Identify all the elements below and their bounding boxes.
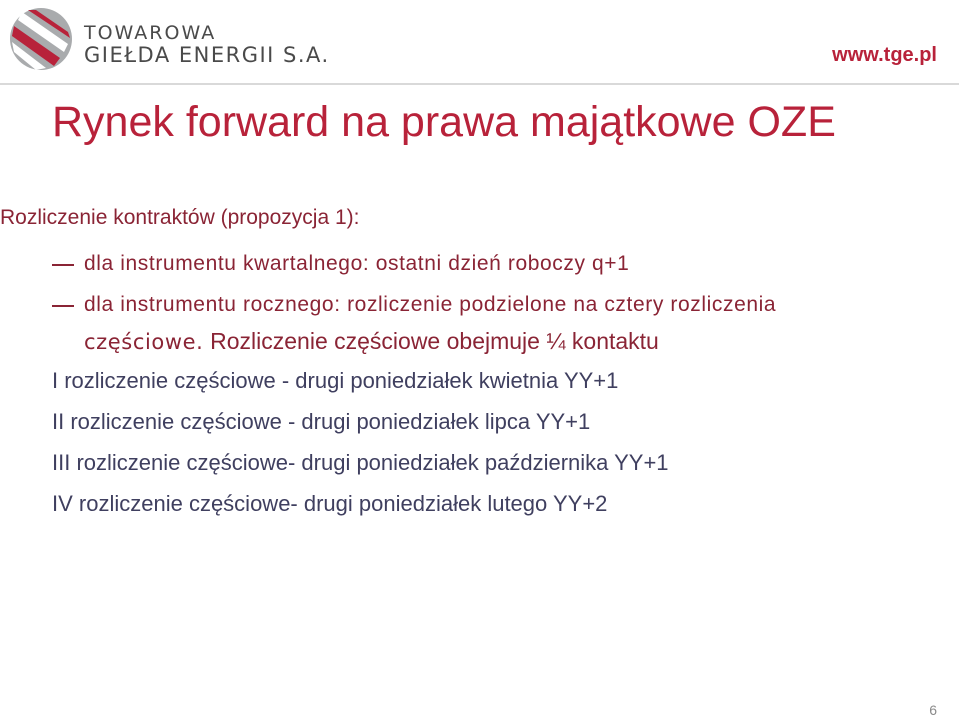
slide-title: Rynek forward na prawa majątkowe OZE — [52, 98, 836, 146]
settlement-line: III rozliczenie częściowe- drugi poniedziałek października YY+1 — [52, 450, 669, 475]
dash-bullet-icon — [52, 305, 74, 307]
settlement-line: II rozliczenie częściowe - drugi poniedziałek lipca YY+1 — [52, 409, 591, 434]
tge-logo — [6, 4, 386, 76]
bullet-item — [52, 293, 776, 317]
bullet-text: dla instrumentu rocznego: rozliczenie podzielone na cztery rozliczenia — [84, 293, 777, 316]
logo-line2: GIEŁDA ENERGII S.A. — [84, 43, 330, 67]
continuation-part2: Rozliczenie częściowe obejmuje ¼ kontaktu — [210, 328, 659, 354]
header-divider — [0, 83, 959, 85]
bullet-continuation — [84, 328, 659, 355]
settlement-line: I rozliczenie częściowe - drugi poniedziałek kwietnia YY+1 — [52, 368, 619, 393]
bullet-item — [52, 252, 629, 276]
tge-logo-mark-icon — [6, 4, 76, 74]
continuation-part1: częściowe. — [84, 330, 204, 354]
bullet-text: dla instrumentu kwartalnego: ostatni dzień roboczy q+1 — [84, 252, 630, 275]
section-heading: Rozliczenie kontraktów (propozycja 1): — [0, 206, 360, 229]
settlement-line: IV rozliczenie częściowe- drugi poniedziałek lutego YY+2 — [52, 491, 608, 516]
logo-line1: TOWAROWA — [84, 22, 217, 44]
site-url-link[interactable]: www.tge.pl — [832, 44, 937, 66]
dash-bullet-icon — [52, 264, 74, 266]
page-number: 6 — [929, 702, 937, 718]
